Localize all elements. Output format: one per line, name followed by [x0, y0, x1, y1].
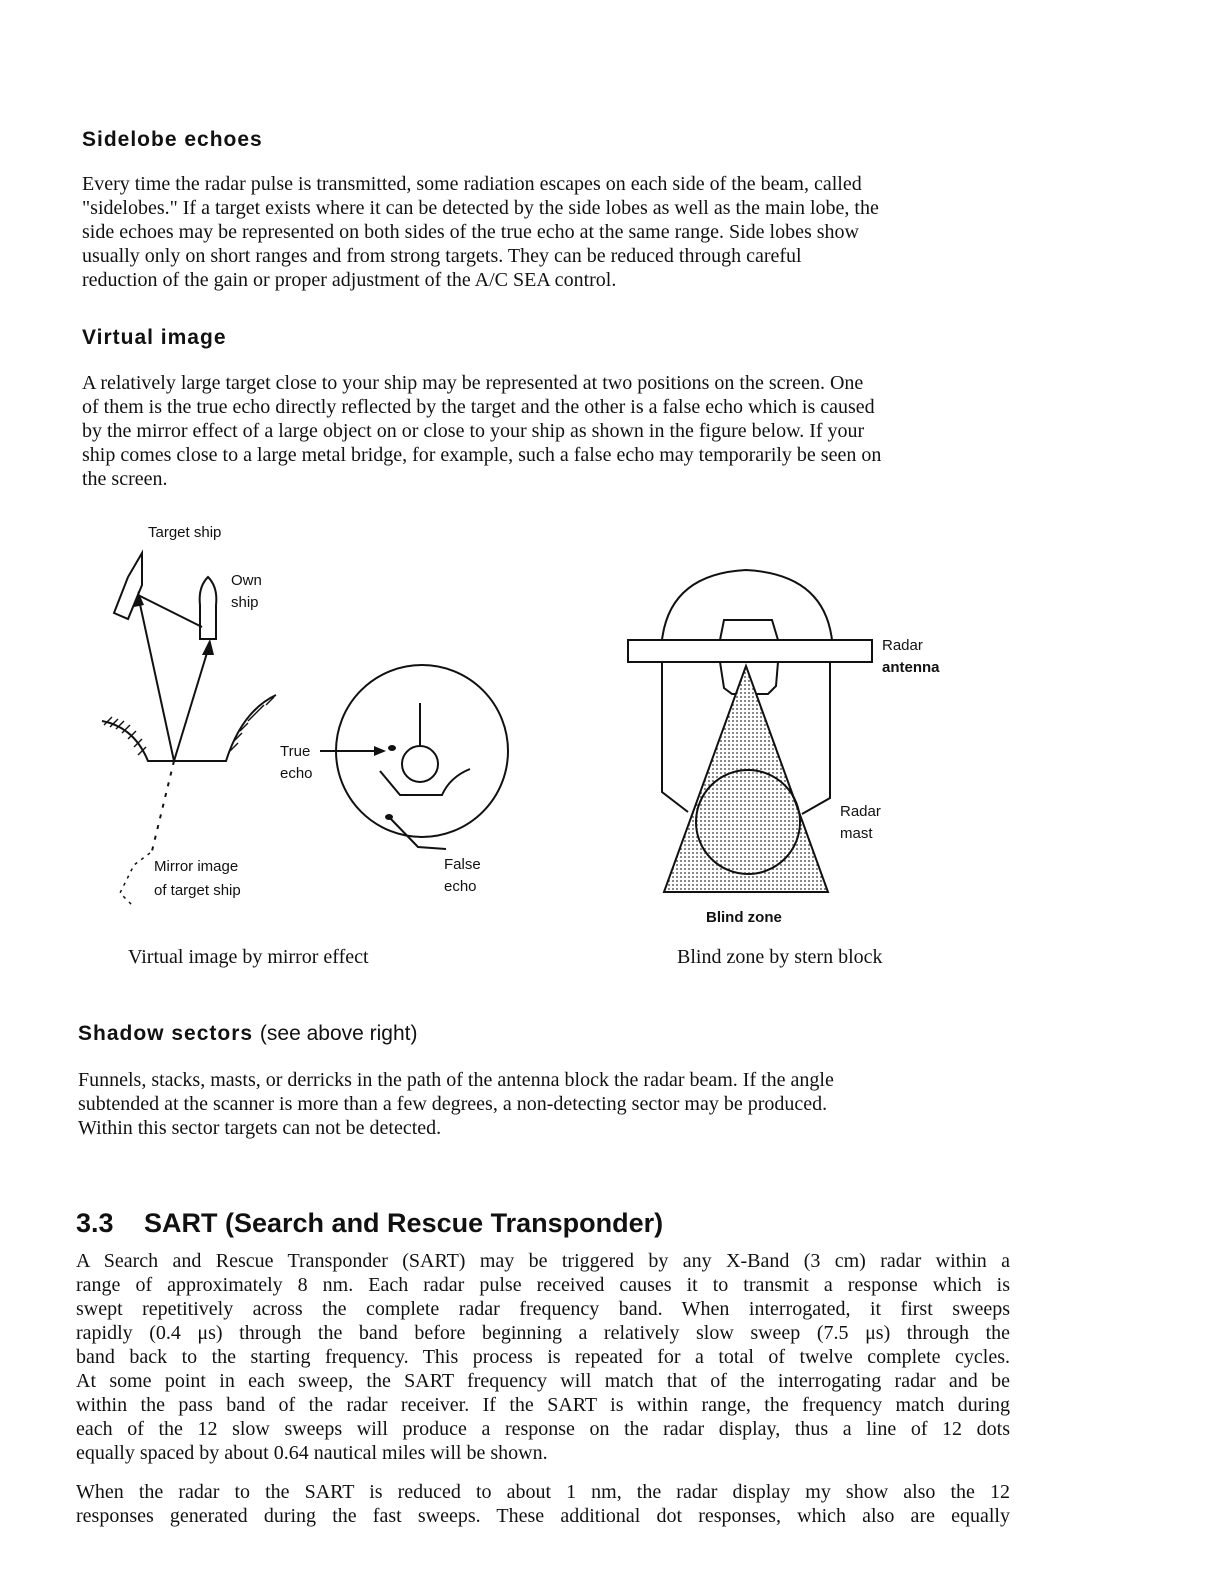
right-figure-caption: Blind zone by stern block: [677, 946, 883, 968]
arrow-icon: [374, 746, 386, 756]
text-line: equally spaced by about 0.64 nautical miles will be shown.: [76, 1442, 548, 1464]
ship-label: ship: [231, 594, 259, 611]
true-echo-dot: [388, 745, 396, 751]
text-line: each of the 12 slow sweeps will produce a response on the radar display, thus a line of 12 dots: [76, 1418, 1010, 1440]
section-title: SART (Search and Rescue Transponder): [144, 1208, 664, 1238]
radar-dome: [662, 570, 832, 640]
text-line: At some point in each sweep, the SART frequency will match that of the interrogating radar and be: [76, 1370, 1010, 1392]
target-ship-icon: [114, 553, 142, 619]
text-line: "sidelobes." If a target exists where it can be detected by the side lobes as well as the main lobe, the: [82, 197, 879, 219]
text-line: of them is the true echo directly reflected by the target and the other is a false echo which is caused: [82, 396, 875, 418]
shadow-heading-text: Shadow sectors: [78, 1022, 254, 1045]
ray-line: [138, 595, 202, 627]
radar-mast-label: Radar: [840, 803, 881, 820]
own-label: Own: [231, 572, 262, 589]
text-line: responses generated during the fast sweeps. These additional dot responses, which also are equally: [76, 1505, 1010, 1527]
blind-zone-cone: [664, 666, 828, 892]
text-line: band back to the starting frequency. This process is repeated for a total of twelve complete cycles.: [76, 1346, 1010, 1368]
text-line: range of approximately 8 nm. Each radar pulse received causes it to transmit a response which is: [76, 1274, 1010, 1296]
text-line: When the radar to the SART is reduced to about 1 nm, the radar display my show also the 12: [76, 1481, 1010, 1503]
text-line: side echoes may be represented on both sides of the true echo at the same range. Side lobes show: [82, 221, 859, 243]
large-object-outline: [102, 695, 276, 761]
text-line: Funnels, stacks, masts, or derricks in the path of the antenna block the radar beam. If the angle: [78, 1069, 834, 1091]
virtual-image-heading: Virtual image: [82, 326, 227, 349]
text-line: Every time the radar pulse is transmitted, some radiation escapes on each side of the beam, called: [82, 173, 862, 195]
sart-paragraph-2: [76, 1480, 1010, 1528]
false-label: False: [444, 856, 481, 873]
text-line: swept repetitively across the complete radar frequency band. When interrogated, it first sweeps: [76, 1298, 1010, 1320]
text-line: A Search and Rescue Transponder (SART) may be triggered by any X-Band (3 cm) radar within a: [76, 1250, 1010, 1272]
text-line: reduction of the gain or proper adjustment of the A/C SEA control.: [82, 269, 617, 291]
mirror-ship-icon: [120, 853, 150, 905]
sart-section-heading: [76, 1208, 663, 1239]
sart-paragraph-1: [76, 1249, 1010, 1465]
section-number: 3.3: [76, 1208, 114, 1238]
false-echo-label: echo: [444, 878, 477, 895]
blind-zone-figure: [620, 560, 1000, 932]
shadow-sectors-heading: [78, 1022, 418, 1046]
hatching: [104, 697, 274, 755]
mirror-image-label: Mirror image: [154, 858, 239, 875]
target-ship-label: Target ship: [148, 524, 222, 541]
mast-outline-left: [662, 662, 688, 812]
true-label: True: [280, 743, 311, 760]
virtual-image-paragraph: [82, 371, 1042, 491]
dashed-ray: [152, 761, 174, 851]
virtual-image-figure: [90, 515, 530, 915]
text-line: usually only on short ranges and from strong targets. They can be reduced through careful: [82, 245, 802, 267]
antenna-housing-top: [720, 620, 778, 640]
sidelobe-paragraph: [82, 172, 1042, 292]
text-line: within the pass band of the radar receiver. If the SART is within range, the frequency match during: [76, 1394, 1010, 1416]
text-line: ship comes close to a large metal bridge, for example, such a false echo may temporarily be seen on: [82, 444, 882, 466]
own-ship-mark: [402, 746, 438, 782]
sidelobe-heading: Sidelobe echoes: [82, 128, 263, 151]
text-line: Within this sector targets can not be detected.: [78, 1117, 442, 1139]
text-line: A relatively large target close to your ship may be represented at two positions on the screen. One: [82, 372, 864, 394]
left-figure-caption: Virtual image by mirror effect: [128, 946, 369, 968]
mirror-image-label-2: of target ship: [154, 882, 241, 899]
shadow-sectors-paragraph: [78, 1068, 1038, 1140]
radar-label: Radar: [882, 637, 923, 654]
text-line: rapidly (0.4 μs) through the band before beginning a relatively slow sweep (7.5 μs) through the: [76, 1322, 1011, 1344]
blind-zone-label: Blind zone: [706, 909, 782, 926]
antenna-bar: [628, 640, 872, 662]
text-line: subtended at the scanner is more than a few degrees, a non-detecting sector may be produced.: [78, 1093, 828, 1115]
antenna-label: antenna: [882, 659, 940, 676]
shadow-heading-note: (see above right): [259, 1022, 418, 1045]
text-line: the screen.: [82, 468, 168, 490]
ray-line: [174, 643, 210, 761]
true-echo-label: echo: [280, 765, 313, 782]
ray-line: [138, 595, 174, 761]
own-ship-icon: [200, 577, 217, 639]
text-line: by the mirror effect of a large object on or close to your ship as shown in the figure below. If your: [82, 420, 865, 442]
mast-label: mast: [840, 825, 873, 842]
arrow-icon: [202, 639, 214, 655]
mast-outline-right: [802, 662, 830, 814]
